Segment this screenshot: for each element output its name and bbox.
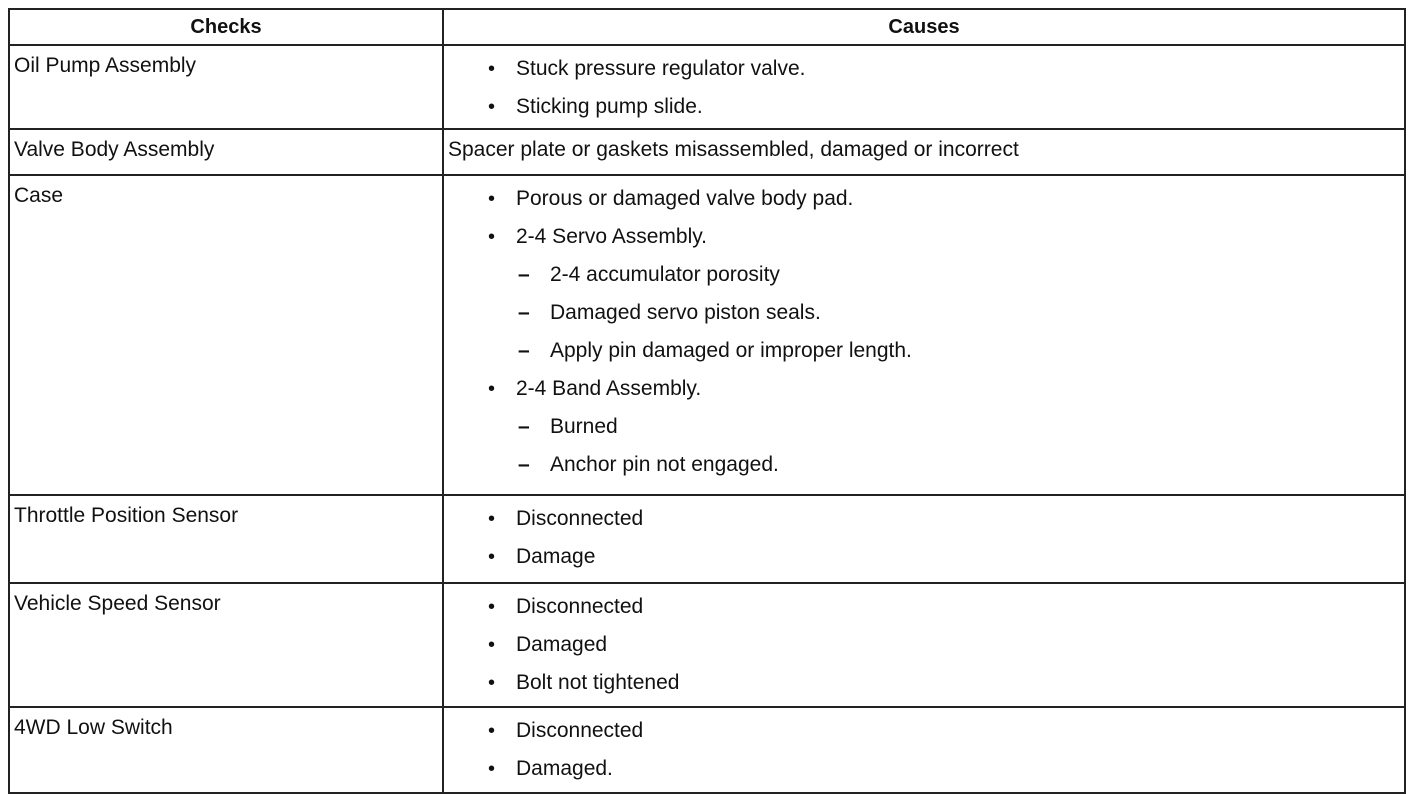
check-cell: 4WD Low Switch: [9, 707, 443, 793]
cause-text: Bolt not tightened: [516, 671, 680, 694]
bullet-icon: •: [488, 187, 496, 210]
check-cell: Throttle Position Sensor: [9, 495, 443, 583]
cause-text: 2-4 accumulator porosity: [550, 263, 780, 286]
check-cell: Case: [9, 175, 443, 495]
diagnosis-table: [8, 8, 1406, 794]
cause-text: Damage: [516, 545, 596, 568]
cause-item: [448, 500, 1400, 538]
cause-cell: [443, 495, 1405, 583]
bullet-icon: •: [488, 377, 496, 400]
cause-text: Burned: [550, 415, 618, 438]
check-cell: Valve Body Assembly: [9, 129, 443, 175]
dash-icon: –: [518, 301, 530, 324]
cause-item: [448, 218, 1400, 256]
cause-item: [448, 712, 1400, 750]
cause-item: [448, 180, 1400, 218]
table-row: [9, 129, 1405, 175]
cause-item: [448, 626, 1400, 664]
cause-subitem: [448, 332, 1400, 370]
bullet-icon: •: [488, 719, 496, 742]
cause-subitem: [448, 256, 1400, 294]
bullet-icon: •: [488, 633, 496, 656]
cause-cell: [443, 45, 1405, 129]
dash-icon: –: [518, 453, 530, 476]
dash-icon: –: [518, 339, 530, 362]
bullet-icon: •: [488, 507, 496, 530]
check-cell: Oil Pump Assembly: [9, 45, 443, 129]
check-cell: Vehicle Speed Sensor: [9, 583, 443, 707]
table-row: [9, 495, 1405, 583]
cause-cell: [443, 707, 1405, 793]
cause-text: Disconnected: [516, 595, 644, 618]
bullet-icon: •: [488, 545, 496, 568]
cause-item: [448, 750, 1400, 788]
table-row: [9, 45, 1405, 129]
bullet-icon: •: [488, 225, 496, 248]
cause-cell: [443, 175, 1405, 495]
cause-text: 2-4 Band Assembly.: [516, 377, 702, 400]
causes-header: Causes: [443, 9, 1405, 45]
cause-text: Disconnected: [516, 719, 644, 742]
cause-cell: Spacer plate or gaskets misassembled, damaged or incorrect: [443, 129, 1405, 175]
cause-text: Damaged: [516, 633, 608, 656]
bullet-icon: •: [488, 671, 496, 694]
cause-subitem: [448, 408, 1400, 446]
cause-text: Damaged.: [516, 757, 613, 780]
table-row: [9, 583, 1405, 707]
cause-item: [448, 588, 1400, 626]
cause-item: [448, 88, 1400, 126]
cause-text: Stuck pressure regulator valve.: [516, 57, 806, 80]
cause-text: Porous or damaged valve body pad.: [516, 187, 854, 210]
cause-item: [448, 538, 1400, 576]
bullet-icon: •: [488, 595, 496, 618]
dash-icon: –: [518, 263, 530, 286]
bullet-icon: •: [488, 757, 496, 780]
cause-item: [448, 370, 1400, 408]
cause-item: [448, 50, 1400, 88]
cause-text: Sticking pump slide.: [516, 95, 703, 118]
table-row: [9, 175, 1405, 495]
cause-item: [448, 664, 1400, 702]
checks-header: Checks: [9, 9, 443, 45]
cause-text: Disconnected: [516, 507, 644, 530]
bullet-icon: •: [488, 95, 496, 118]
cause-text: 2-4 Servo Assembly.: [516, 225, 708, 248]
cause-subitem: [448, 294, 1400, 332]
table-row: [9, 707, 1405, 793]
cause-subitem: [448, 446, 1400, 484]
header-row: [9, 9, 1405, 45]
cause-text: Damaged servo piston seals.: [550, 301, 821, 324]
table-body: [9, 45, 1405, 793]
cause-text: Apply pin damaged or improper length.: [550, 339, 912, 362]
cause-cell: [443, 583, 1405, 707]
cause-text: Anchor pin not engaged.: [550, 453, 779, 476]
bullet-icon: •: [488, 57, 496, 80]
dash-icon: –: [518, 415, 530, 438]
